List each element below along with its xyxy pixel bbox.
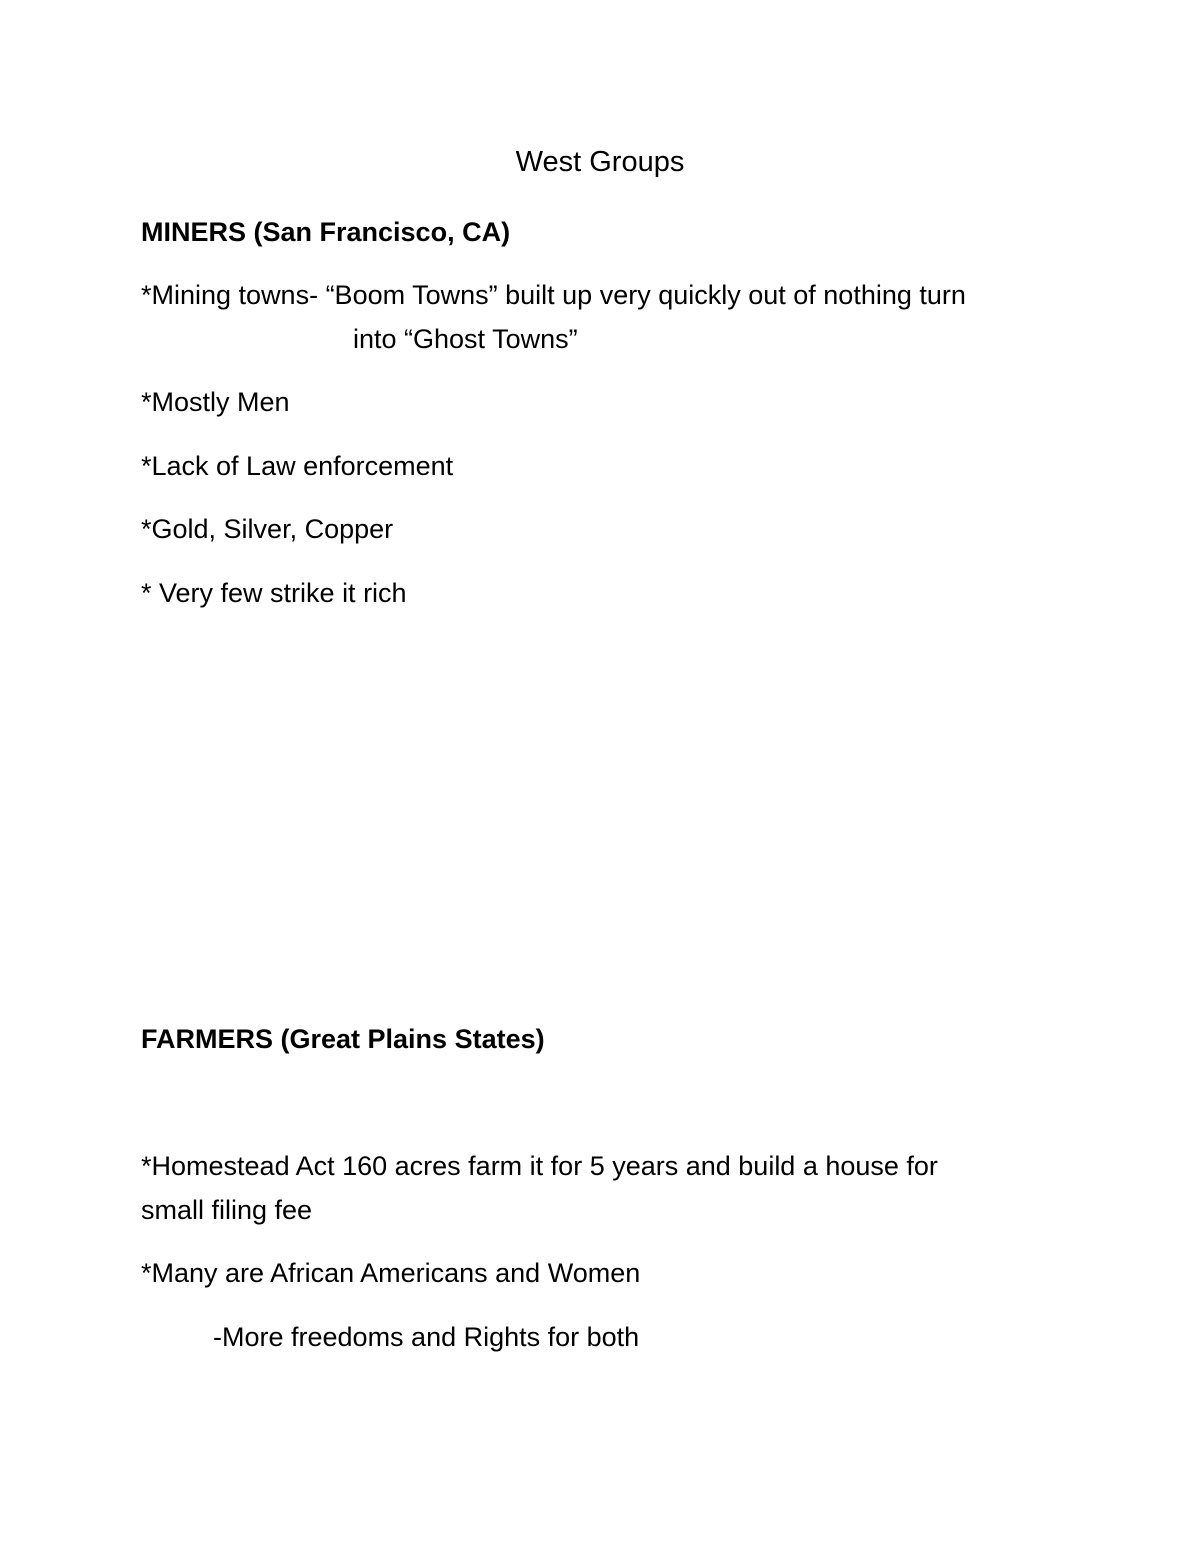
miners-heading: MINERS (San Francisco, CA) [141,217,511,247]
page-title: West Groups [515,146,685,178]
farmers-bullet-homestead-act-continued: small filing fee [141,1195,313,1225]
farmers-sub-bullet-freedoms: -More freedoms and Rights for both [213,1322,640,1352]
farmers-bullet-homestead-act: *Homestead Act 160 acres farm it for 5 years and build a house for [141,1151,938,1181]
miners-bullet-mostly-men: *Mostly Men [141,387,290,417]
miners-bullet-mining-towns-continued: into “Ghost Towns” [353,324,578,354]
miners-bullet-metals: *Gold, Silver, Copper [141,514,394,544]
miners-bullet-law-enforcement: *Lack of Law enforcement [141,451,454,481]
farmers-bullet-many-are: *Many are African Americans and Women [141,1258,641,1288]
farmers-heading: FARMERS (Great Plains States) [141,1024,545,1054]
miners-bullet-mining-towns: *Mining towns- “Boom Towns” built up very quickly out of nothing turn [141,280,966,310]
miners-bullet-strike-rich: * Very few strike it rich [141,578,407,608]
